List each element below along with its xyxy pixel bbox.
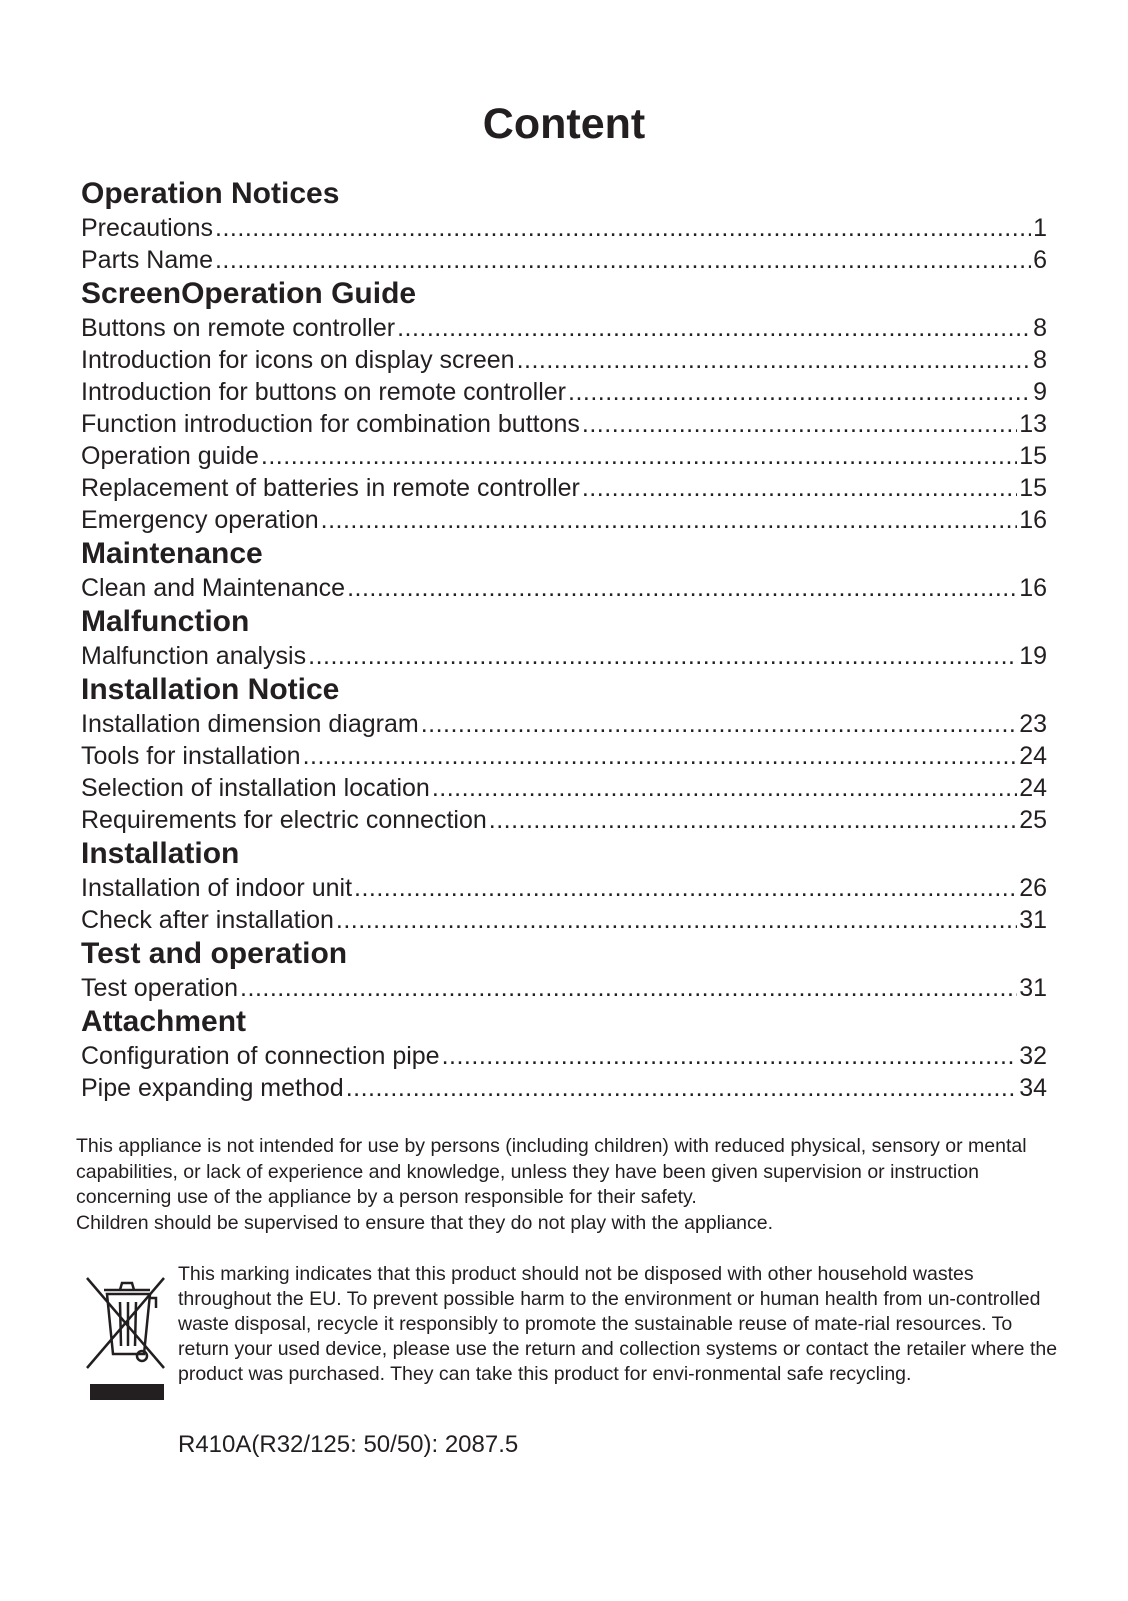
toc-entry <box>81 504 1047 536</box>
toc-entry-page: 26 <box>1019 874 1047 902</box>
toc-section <box>81 276 1047 536</box>
toc-entry-page: 15 <box>1019 474 1047 502</box>
crossed-out-wheelie-bin-icon <box>84 1268 168 1403</box>
toc-entry-label: Introduction for buttons on remote controller <box>81 378 566 406</box>
toc-entry-label: Check after installation <box>81 906 334 934</box>
dot-leader <box>397 312 1031 344</box>
dot-leader <box>261 440 1017 472</box>
dot-leader <box>432 772 1017 804</box>
toc-entry-label: Pipe expanding method <box>81 1074 344 1102</box>
section-heading: Attachment <box>81 1005 247 1038</box>
safety-notice <box>76 1134 1056 1236</box>
section-heading: Installation Notice <box>81 673 340 706</box>
toc-entry-label: Function introduction for combination buttons <box>81 410 580 438</box>
dot-leader <box>215 212 1031 244</box>
toc-entry-label: Test operation <box>81 974 239 1002</box>
toc-entry-page: 31 <box>1019 974 1047 1002</box>
toc-entry <box>81 440 1047 472</box>
toc-entry-label: Clean and Maintenance <box>81 574 346 602</box>
toc-entry-label: Malfunction analysis <box>81 642 307 670</box>
toc-section <box>81 936 1047 1004</box>
toc-entry <box>81 972 1047 1004</box>
toc-entry-label: Introduction for icons on display screen <box>81 346 515 374</box>
toc-entry <box>81 708 1047 740</box>
toc-entry-page: 25 <box>1019 806 1047 834</box>
toc-entry-page: 13 <box>1019 410 1047 438</box>
dot-leader <box>240 972 1017 1004</box>
notice-paragraph: Children should be supervised to ensure that they do not play with the appliance. <box>76 1211 774 1234</box>
toc-entry-label: Precautions <box>81 214 214 242</box>
toc-entry-page: 6 <box>1033 246 1047 274</box>
toc-entry-page: 24 <box>1019 742 1047 770</box>
section-heading: Maintenance <box>81 537 263 570</box>
toc-entry-label: Installation dimension diagram <box>81 710 419 738</box>
dot-leader <box>517 344 1032 376</box>
toc-entry-page: 8 <box>1033 314 1047 342</box>
toc-entry-page: 24 <box>1019 774 1047 802</box>
toc-entry-label: Operation guide <box>81 442 259 470</box>
toc-entry-page: 31 <box>1019 906 1047 934</box>
refrigerant-info: R410A(R32/125: 50/50): 2087.5 <box>178 1431 519 1458</box>
toc-entry <box>81 1040 1047 1072</box>
toc-entry-page: 16 <box>1019 574 1047 602</box>
toc-entry <box>81 572 1047 604</box>
dot-leader <box>582 472 1017 504</box>
section-heading: Installation <box>81 837 240 870</box>
toc-entry-page: 8 <box>1033 346 1047 374</box>
toc-entry-page: 19 <box>1019 642 1047 670</box>
toc-section <box>81 672 1047 836</box>
toc-entry <box>81 244 1047 276</box>
dot-leader <box>215 244 1031 276</box>
toc-entry-label: Configuration of connection pipe <box>81 1042 440 1070</box>
dot-leader <box>354 872 1017 904</box>
toc-entry-page: 32 <box>1019 1042 1047 1070</box>
dot-leader <box>336 904 1017 936</box>
toc-entry-page: 34 <box>1019 1074 1047 1102</box>
dot-leader <box>346 1072 1017 1104</box>
toc-section <box>81 536 1047 604</box>
notice-paragraph: This appliance is not intended for use by persons (including children) with reduced physical, sensory or mental capabilities, or lack of experience and knowledge, unless they have been given supervision or instruction concerning use of the appliance by a person responsible for their safety. <box>76 1135 1027 1208</box>
dot-leader <box>347 572 1017 604</box>
toc-entry <box>81 872 1047 904</box>
toc-entry-page: 9 <box>1033 378 1047 406</box>
toc-entry-label: Parts Name <box>81 246 213 274</box>
section-heading: Operation Notices <box>81 177 340 210</box>
toc-entry <box>81 344 1047 376</box>
toc-entry-page: 15 <box>1019 442 1047 470</box>
dot-leader <box>303 740 1018 772</box>
toc-entry-label: Emergency operation <box>81 506 319 534</box>
toc-entry <box>81 740 1047 772</box>
toc-section <box>81 1004 1047 1104</box>
dot-leader <box>421 708 1018 740</box>
section-heading: ScreenOperation Guide <box>81 277 417 310</box>
toc-entry <box>81 640 1047 672</box>
toc-entry-label: Replacement of batteries in remote controller <box>81 474 580 502</box>
dot-leader <box>321 504 1018 536</box>
section-heading: Test and operation <box>81 937 348 970</box>
toc-entry-label: Selection of installation location <box>81 774 430 802</box>
dot-leader <box>308 640 1017 672</box>
page-title: Content <box>482 100 646 148</box>
toc-entry <box>81 472 1047 504</box>
toc-entry <box>81 376 1047 408</box>
toc-section <box>81 604 1047 672</box>
dot-leader <box>442 1040 1018 1072</box>
dot-leader <box>489 804 1017 836</box>
toc-entry-page: 1 <box>1033 214 1047 242</box>
toc-entry <box>81 1072 1047 1104</box>
toc-entry <box>81 804 1047 836</box>
toc-entry-label: Buttons on remote controller <box>81 314 396 342</box>
toc-section <box>81 836 1047 936</box>
toc-entry <box>81 408 1047 440</box>
toc-entry-label: Requirements for electric connection <box>81 806 487 834</box>
table-of-contents <box>81 176 1047 1104</box>
section-heading: Malfunction <box>81 605 250 638</box>
toc-entry <box>81 904 1047 936</box>
toc-section <box>81 176 1047 276</box>
toc-entry <box>81 772 1047 804</box>
dot-leader <box>568 376 1031 408</box>
toc-entry-page: 23 <box>1019 710 1047 738</box>
toc-entry-page: 16 <box>1019 506 1047 534</box>
toc-entry-label: Installation of indoor unit <box>81 874 353 902</box>
toc-entry <box>81 312 1047 344</box>
toc-entry <box>81 212 1047 244</box>
dot-leader <box>582 408 1017 440</box>
toc-entry-label: Tools for installation <box>81 742 301 770</box>
weee-notice: This marking indicates that this product should not be disposed with other household wastes throughout the EU. To prevent possible harm to the environment or human health from un-controlled waste disposal, recycle it responsibly to promote the sustainable reuse of mate-rial resources. To return your used device, please use the return and collection systems or contact the retailer where the product was purchased. They can take this product for envi-ronmental safe recycling. <box>178 1263 1058 1385</box>
